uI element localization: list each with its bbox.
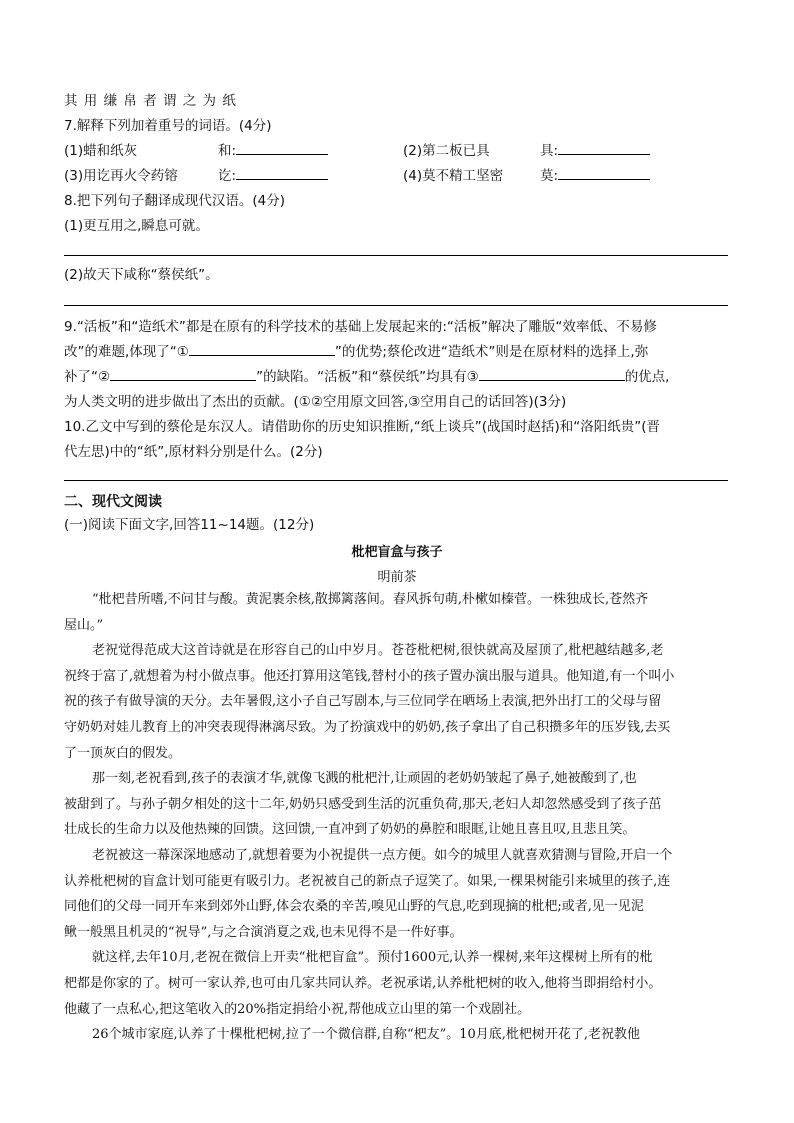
q7-title: 7.解释下列加着重号的词语。(4分): [64, 118, 272, 134]
article-line: 鳅一般黑且机灵的“祝导”,与之合演消夏之戏,也未见得不是一件好事。: [64, 925, 463, 940]
q8-sentence-1: (1)更互用之,瞬息可就。: [64, 218, 209, 234]
classical-text-line: 其 用 缣 帛 者 谓 之 为 纸: [64, 93, 237, 109]
article-line: 壮成长的生命力以及他热辣的回馈。这回馈,一直冲到了奶奶的鼻腔和眼眶,让她且喜且叹,且悲且笑。: [64, 822, 636, 837]
q9-line-3: [64, 368, 669, 386]
q8-title: 8.把下列句子翻译成现代汉语。(4分): [64, 193, 286, 209]
answer-blank[interactable]: [558, 142, 650, 155]
article-line: 守奶奶对娃儿教育上的冲突表现得淋漓尽致。为了扮演戏中的奶奶,孩子拿出了自己积攒多年的压岁钱,去买: [64, 720, 671, 735]
article-line: 那一刻,老祝看到,孩子的表演才华,就像飞溅的枇杷汁,让顽固的老奶奶皱起了鼻子,她被酸到了,也: [92, 771, 637, 786]
q9-blank-3[interactable]: [479, 368, 625, 381]
article-line: 26个城市家庭,认养了十棵枇杷树,拉了一个微信群,自称“杷友”。10月底,枇杷树开花了,老祝教他: [92, 1027, 641, 1042]
item-word: 具:: [540, 143, 559, 159]
article-line: 他藏了一点私心,把这笔收入的20%指定捐给小祝,帮他成立山里的第一个戏剧社。: [64, 1002, 531, 1017]
item-number: (4): [403, 168, 423, 184]
q9-text: ”的优势;蔡伦改进“造纸术”则是在原材料的选择上,弥: [334, 344, 649, 360]
article-line: 屋山。”: [64, 618, 104, 633]
q9-text: 的优点,: [624, 369, 670, 385]
article-line: 老祝被这一幕深深地感动了,就想着要为小祝提供一点方便。如今的城里人就喜欢猜测与冒险,开启一个: [92, 848, 673, 863]
article-line: 杷都是你家的了。树可一家认养,也可由几家共同认养。老祝承诺,认养枇杷树的收入,他将当即捐给村小。: [64, 976, 662, 991]
item-word: 莫:: [540, 168, 559, 184]
article-line: 祝终于富了,就想着为村小做点事。他还打算用这笔钱,替村小的孩子置办演出服与道具。他知道,有一个叫小: [64, 669, 675, 684]
q7-item-4-answer: [540, 167, 650, 185]
q7-item-3-answer: [218, 167, 328, 185]
section-title: 二、现代文阅读: [64, 494, 162, 510]
q9-line-4: 为人类文明的进步做出了杰出的贡献。(①②空用原文回答,③空用自己的话回答)(3分): [64, 394, 567, 410]
article-line: 老祝觉得范成大这首诗就是在形容自己的山中岁月。苍苍枇杷树,很快就高及屋顶了,枇杷越结越多,老: [92, 643, 664, 658]
article-line: 同他们的父母一同开车来到郊外山野,体会农桑的辛苦,嗅见山野的气息,吃到现摘的枇杷;或者,见一见泥: [64, 899, 644, 914]
q9-line-1: 9.“活板”和“造纸术”都是在原有的科学技术的基础上发展起来的:“活板”解决了雕版“效率低、不易修: [64, 319, 657, 335]
article-line: 了一顶灰白的假发。: [64, 746, 182, 761]
q9-text: 补了“②: [64, 369, 111, 385]
article-title: 枇杷盲盒与孩子: [351, 545, 443, 560]
article-line: 认养枇杷树的盲盒计划可能更有吸引力。老祝被自己的新点子逗笑了。如果,一棵果树能引来城里的孩子,连: [64, 874, 671, 889]
q7-item-2-answer: [540, 142, 650, 160]
item-phrase: 莫不精工坚密: [422, 168, 504, 184]
answer-line[interactable]: [64, 255, 728, 256]
answer-blank[interactable]: [236, 142, 328, 155]
item-number: (2): [403, 143, 423, 159]
q9-text: ”的缺陷。“活板”和“蔡侯纸”均具有③: [256, 369, 479, 385]
item-phrase: 用讫再火令药镕: [83, 168, 178, 184]
item-phrase: 蜡和纸灰: [83, 143, 138, 159]
item-number: (1): [64, 143, 84, 159]
answer-line[interactable]: [64, 305, 728, 306]
answer-blank[interactable]: [236, 167, 328, 180]
q7-item-2: [403, 142, 490, 160]
q9-blank-1[interactable]: [189, 343, 335, 356]
item-word: 讫:: [218, 168, 237, 184]
q8-sentence-2: (2)故天下咸称“蔡侯纸”。: [64, 267, 219, 283]
item-word: 和:: [218, 143, 237, 159]
answer-line[interactable]: [64, 480, 728, 481]
q9-text: 改”的难题,体现了“①: [64, 344, 189, 360]
q10-line-2: 代左思)中的“纸”,原材料分别是什么。(2分): [64, 444, 323, 460]
item-number: (3): [64, 168, 84, 184]
q7-item-3: [64, 167, 178, 185]
article-line: 就这样,去年10月,老祝在微信上开卖“枇杷盲盒”。预付1600元,认养一棵树,来年这棵树上所有的枇: [92, 950, 653, 965]
q7-item-4: [403, 167, 503, 185]
q10-line-1: 10.乙文中写到的蔡伦是东汉人。请借助你的历史知识推断,“纸上谈兵”(战国时赵括)和“洛阳纸贵”(晋: [64, 419, 661, 435]
article-line: 被甜到了。与孙子朝夕相处的这十二年,奶奶只感受到生活的沉重负荷,那天,老妇人却忽然感受到了孩子茁: [64, 797, 662, 812]
answer-blank[interactable]: [558, 167, 650, 180]
q9-line-2: [64, 343, 648, 361]
q7-item-1-answer: [218, 142, 328, 160]
item-phrase: 第二板已具: [422, 143, 490, 159]
article-line: “枇杷昔所嗜,不问甘与酸。黄泥裹余核,散掷篱落间。春风拆句萌,朴樕如榛菅。一株独成长,苍然齐: [92, 592, 649, 607]
q7-item-1: [64, 142, 137, 160]
article-author: 明前茶: [377, 570, 417, 585]
reading-instruction: (一)阅读下面文字,回答11~14题。(12分): [64, 517, 315, 533]
q9-blank-2[interactable]: [110, 368, 256, 381]
article-line: 祝的孩子有做导演的天分。去年暑假,这小子自己写剧本,与三位同学在晒场上表演,把外出打工的父母与留: [64, 694, 662, 709]
